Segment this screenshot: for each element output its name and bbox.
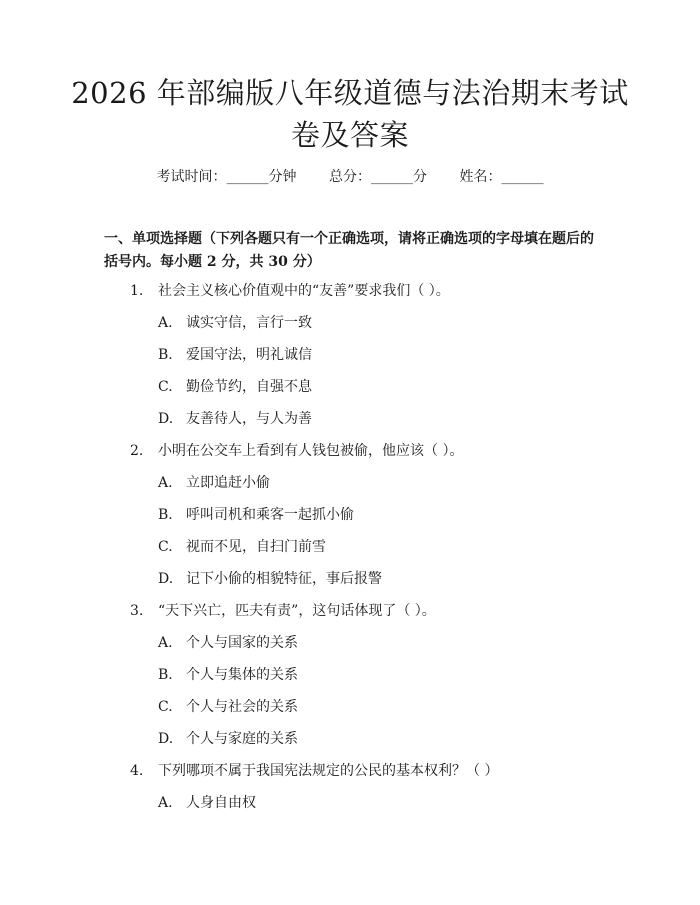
question-2-option-b	[130, 504, 600, 536]
option-label: D.	[158, 731, 174, 747]
document-title: 2026 年部编版八年级道德与法治期末考试卷及答案	[71, 76, 629, 152]
question-2-option-d	[130, 568, 600, 600]
option-label: D.	[158, 571, 174, 587]
option-text: 记下小偷的相貌特征，事后报警	[186, 571, 382, 587]
question-3-option-d	[130, 728, 600, 760]
option-label: D.	[158, 411, 174, 427]
option-text: 视而不见，自扫门前雪	[186, 539, 326, 555]
question-text: 下列哪项不属于我国宪法规定的公民的基本权利？（ ）	[158, 763, 499, 779]
question-4-option-a	[130, 792, 600, 824]
question-text: 小明在公交车上看到有人钱包被偷，他应该（ ）。	[158, 443, 464, 459]
question-1-option-c	[130, 376, 600, 408]
option-text: 个人与社会的关系	[186, 699, 298, 715]
option-text: 立即追赶小偷	[186, 475, 270, 491]
option-label: C.	[158, 699, 173, 715]
question-list	[130, 280, 600, 824]
question-number: 4.	[130, 763, 144, 779]
section-heading: 一、单项选择题（下列各题只有一个正确选项，请将正确选项的字母填在题后的括号内。每小题 2 分，共 30 分）	[104, 231, 594, 270]
question-number: 2.	[130, 443, 144, 459]
total-score-field: 总分：______分	[329, 169, 427, 185]
option-text: 友善待人，与人为善	[186, 411, 312, 427]
question-2-option-c	[130, 536, 600, 568]
question-3-option-c	[130, 696, 600, 728]
option-text: 个人与家庭的关系	[186, 731, 298, 747]
question-text: 社会主义核心价值观中的“友善”要求我们（ ）。	[158, 283, 450, 299]
option-text: 个人与集体的关系	[186, 667, 298, 683]
option-label: B.	[158, 507, 173, 523]
option-label: C.	[158, 539, 173, 555]
question-3-option-b	[130, 664, 600, 696]
option-text: 人身自由权	[186, 795, 256, 811]
option-label: A.	[158, 475, 173, 491]
question-text: “天下兴亡，匹夫有责”，这句话体现了（ ）。	[158, 603, 436, 619]
question-number: 3.	[130, 603, 144, 619]
question-3	[130, 600, 600, 632]
option-label: C.	[158, 379, 173, 395]
option-text: 呼叫司机和乘客一起抓小偷	[186, 507, 354, 523]
option-text: 个人与国家的关系	[186, 635, 298, 651]
question-3-option-a	[130, 632, 600, 664]
option-label: B.	[158, 347, 173, 363]
option-label: B.	[158, 667, 173, 683]
option-text: 爱国守法，明礼诚信	[186, 347, 312, 363]
option-label: A.	[158, 635, 173, 651]
question-2	[130, 440, 600, 472]
option-label: A.	[158, 315, 173, 331]
exam-time-field: 考试时间：______分钟	[156, 169, 297, 185]
option-text: 勤俭节约，自强不息	[186, 379, 312, 395]
option-text: 诚实守信，言行一致	[186, 315, 312, 331]
question-1-option-d	[130, 408, 600, 440]
question-2-option-a	[130, 472, 600, 504]
option-label: A.	[158, 795, 173, 811]
question-4	[130, 760, 600, 792]
student-name-field: 姓名：______	[459, 169, 544, 185]
question-1-option-b	[130, 344, 600, 376]
question-1	[130, 280, 600, 312]
exam-meta	[0, 167, 700, 187]
question-1-option-a	[130, 312, 600, 344]
question-number: 1.	[130, 283, 144, 299]
